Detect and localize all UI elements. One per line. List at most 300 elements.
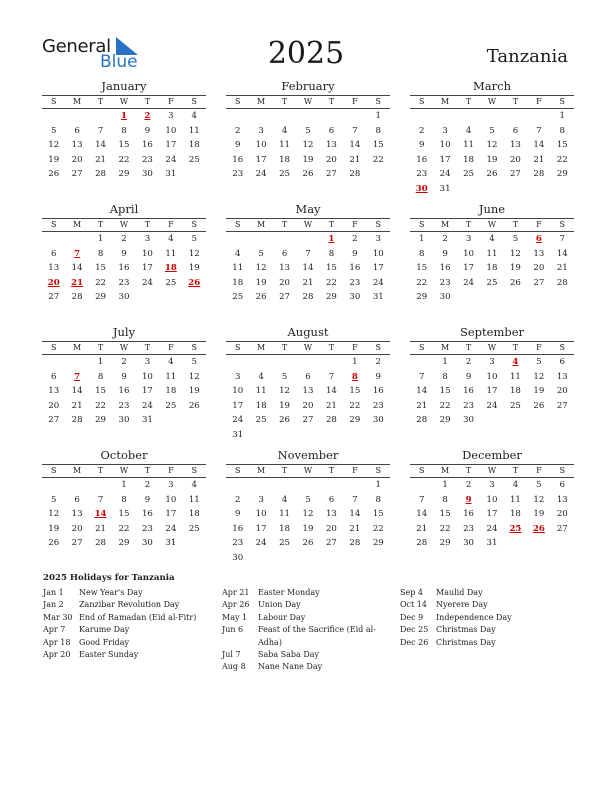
day-cell: 15 (372, 509, 384, 520)
weekday-label: S (234, 97, 241, 106)
calendar-year: 2025 (267, 36, 345, 71)
holiday-date: Jun 6 (222, 625, 244, 635)
day-cell: 13 (71, 140, 83, 151)
holiday-row (43, 624, 209, 636)
day-cell: 8 (97, 371, 104, 382)
month-july (42, 325, 206, 428)
weekday-label: M (73, 343, 82, 352)
day-cell: 31 (486, 538, 498, 549)
day-cell: 16 (463, 509, 475, 520)
month-february (226, 79, 390, 182)
day-cell: 21 (349, 154, 361, 165)
day-cell: 29 (439, 415, 451, 426)
day-cell: 21 (533, 154, 545, 165)
day-cell: 21 (556, 263, 568, 274)
day-cell: 21 (349, 523, 361, 534)
weekday-label: F (168, 466, 174, 475)
month-november (226, 448, 390, 566)
day-cell: 13 (556, 371, 568, 382)
weekday-label: F (352, 220, 358, 229)
day-cell: 27 (556, 523, 568, 534)
day-empty (273, 232, 296, 247)
month-september (410, 325, 574, 428)
weekday-label: T (328, 220, 335, 229)
day-cell: 24 (165, 154, 177, 165)
day-cell: 14 (349, 140, 361, 151)
holiday-row (43, 599, 209, 611)
weekday-label: T (328, 97, 335, 106)
day-cell: 19 (302, 154, 314, 165)
weekday-label: S (559, 220, 566, 229)
day-cell: 11 (509, 494, 521, 505)
holiday-name: Nyerere Day (436, 600, 488, 610)
holiday-date: Aug 8 (222, 662, 246, 672)
day-cell: 18 (509, 509, 521, 520)
month-title: June (478, 202, 506, 216)
day-cell: 4 (168, 357, 174, 367)
weekday-label: T (465, 97, 472, 106)
day-empty (410, 355, 433, 370)
day-cell: 17 (463, 263, 475, 274)
month-april (42, 202, 206, 305)
day-cell: 13 (556, 494, 568, 505)
day-cell: 30 (463, 538, 475, 549)
holiday-day-cell: 25 (509, 523, 522, 534)
day-cell: 9 (442, 248, 448, 259)
day-cell: 26 (48, 538, 60, 549)
day-cell: 25 (188, 154, 200, 165)
day-cell: 25 (279, 538, 291, 549)
day-cell: 25 (279, 169, 291, 180)
day-cell: 20 (556, 509, 568, 520)
day-cell: 1 (375, 111, 382, 121)
day-cell: 30 (463, 415, 475, 426)
day-cell: 6 (50, 248, 57, 259)
day-empty (320, 109, 343, 124)
day-cell: 7 (418, 371, 425, 382)
day-cell: 23 (416, 169, 428, 180)
day-cell: 29 (118, 538, 130, 549)
holiday-row (222, 599, 388, 611)
day-cell: 4 (191, 480, 198, 490)
day-cell: 24 (486, 523, 498, 534)
day-cell: 11 (165, 371, 177, 382)
holiday-day-cell: 4 (512, 357, 519, 367)
day-cell: 22 (372, 154, 384, 165)
weekday-header (410, 218, 574, 232)
day-cell: 6 (559, 480, 566, 490)
day-cell: 1 (97, 234, 104, 244)
weekday-header (42, 95, 206, 109)
day-cell: 14 (302, 263, 314, 274)
day-cell: 30 (118, 415, 130, 426)
day-cell: 8 (121, 125, 127, 136)
day-cell: 3 (442, 125, 448, 136)
holiday-name: Saba Saba Day (258, 650, 320, 660)
day-cell: 10 (486, 494, 498, 505)
holiday-name: Karume Day (79, 625, 130, 635)
month-title: October (100, 448, 148, 462)
day-cell: 19 (255, 277, 267, 288)
day-cell: 10 (141, 248, 153, 259)
day-cell: 20 (556, 386, 568, 397)
holiday-row (400, 599, 566, 611)
holiday-date: Apr 20 (43, 650, 71, 660)
weekday-label: W (119, 343, 129, 352)
day-empty (65, 355, 88, 370)
weekday-label: F (352, 97, 358, 106)
weekday-label: T (97, 97, 104, 106)
day-cell: 1 (418, 234, 425, 244)
holiday-date: Apr 7 (43, 625, 66, 635)
day-cell: 17 (255, 523, 267, 534)
weekday-label: F (536, 343, 542, 352)
day-cell: 30 (439, 292, 451, 303)
day-cell: 28 (533, 169, 545, 180)
weekday-label: M (441, 466, 450, 475)
weekday-header (226, 464, 390, 478)
day-cell: 7 (559, 234, 566, 244)
month-title: May (295, 202, 321, 216)
weekday-label: T (144, 220, 151, 229)
holiday-row (43, 649, 209, 661)
weekday-label: W (487, 343, 497, 352)
day-cell: 22 (556, 154, 568, 165)
day-cell: 24 (463, 277, 475, 288)
day-empty (296, 478, 319, 493)
day-empty (42, 355, 65, 370)
day-cell: 21 (416, 400, 428, 411)
day-cell: 14 (349, 509, 361, 520)
holiday-row (222, 649, 388, 661)
day-cell: 8 (375, 125, 382, 136)
day-cell: 6 (328, 494, 335, 505)
day-cell: 1 (442, 480, 448, 490)
weekday-label: M (441, 220, 450, 229)
holiday-day-cell: 9 (465, 494, 472, 505)
day-cell: 18 (188, 509, 200, 520)
day-cell: 4 (258, 371, 264, 382)
holiday-day-cell: 20 (47, 277, 60, 288)
day-cell: 28 (71, 292, 83, 303)
day-cell: 11 (279, 509, 291, 520)
weekday-label: M (257, 97, 266, 106)
day-cell: 7 (305, 248, 311, 259)
weekday-label: W (303, 97, 313, 106)
weekday-label: S (559, 343, 566, 352)
day-cell: 2 (121, 357, 127, 367)
day-empty (320, 478, 343, 493)
day-cell: 20 (71, 154, 83, 165)
day-cell: 11 (232, 263, 244, 274)
day-cell: 24 (232, 415, 244, 426)
weekday-label: T (97, 343, 104, 352)
weekday-label: T (328, 343, 335, 352)
weekday-label: W (303, 343, 313, 352)
weekday-label: T (281, 466, 288, 475)
holiday-list (43, 573, 583, 672)
day-cell: 18 (279, 523, 291, 534)
day-cell: 13 (48, 386, 60, 397)
day-cell: 30 (372, 415, 384, 426)
day-cell: 9 (234, 509, 241, 520)
day-cell: 15 (439, 386, 451, 397)
month-title: November (277, 448, 339, 462)
day-cell: 27 (48, 292, 60, 303)
day-cell: 24 (255, 169, 267, 180)
month-august (226, 325, 390, 443)
day-cell: 23 (372, 400, 384, 411)
day-cell: 13 (509, 140, 521, 151)
day-cell: 3 (258, 494, 264, 505)
day-cell: 30 (349, 292, 361, 303)
weekday-label: F (536, 97, 542, 106)
day-cell: 29 (416, 292, 428, 303)
day-empty (273, 478, 296, 493)
holiday-day-cell: 26 (532, 523, 545, 534)
weekday-label: M (73, 466, 82, 475)
day-cell: 9 (234, 140, 241, 151)
day-cell: 5 (281, 371, 288, 382)
day-cell: 20 (509, 154, 521, 165)
day-cell: 16 (141, 509, 153, 520)
day-cell: 11 (279, 140, 291, 151)
day-cell: 17 (165, 140, 177, 151)
day-cell: 10 (463, 248, 475, 259)
holiday-date: Dec 9 (400, 612, 424, 622)
day-cell: 22 (118, 154, 130, 165)
day-cell: 31 (141, 415, 153, 426)
day-cell: 15 (416, 263, 428, 274)
day-grid (226, 355, 390, 443)
day-cell: 17 (372, 263, 384, 274)
day-cell: 26 (302, 169, 314, 180)
day-cell: 5 (258, 248, 264, 259)
day-cell: 19 (279, 400, 291, 411)
holiday-name: New Year's Day (79, 588, 143, 597)
day-cell: 25 (486, 277, 498, 288)
day-cell: 19 (302, 523, 314, 534)
weekday-label: M (73, 97, 82, 106)
month-title: March (473, 79, 511, 93)
day-empty (249, 478, 272, 493)
holiday-date: Sep 4 (400, 588, 423, 597)
day-cell: 29 (556, 169, 568, 180)
holiday-row (400, 587, 566, 599)
day-cell: 15 (95, 263, 107, 274)
day-cell: 1 (97, 357, 104, 367)
day-cell: 6 (281, 248, 288, 259)
weekday-label: S (50, 466, 57, 475)
day-cell: 5 (489, 125, 495, 136)
day-cell: 26 (48, 169, 60, 180)
holiday-day-cell: 18 (164, 263, 177, 274)
holiday-name: Easter Sunday (79, 650, 139, 660)
day-cell: 16 (118, 386, 130, 397)
day-cell: 30 (232, 552, 244, 563)
holiday-name: Nane Nane Day (258, 662, 323, 672)
day-cell: 23 (349, 277, 361, 288)
weekday-label: W (303, 466, 313, 475)
holiday-name: Christmas Day (436, 625, 496, 635)
holiday-date: Apr 18 (43, 637, 71, 647)
day-cell: 17 (486, 386, 498, 397)
day-cell: 29 (118, 169, 130, 180)
day-grid (410, 109, 574, 197)
day-cell: 15 (95, 386, 107, 397)
day-cell: 11 (486, 248, 498, 259)
day-cell: 27 (48, 415, 60, 426)
day-cell: 1 (375, 480, 382, 490)
day-cell: 6 (559, 357, 566, 367)
holiday-day-cell: 7 (74, 371, 81, 382)
weekday-label: W (119, 220, 129, 229)
day-cell: 30 (141, 169, 153, 180)
day-cell: 22 (372, 523, 384, 534)
day-cell: 1 (559, 111, 566, 121)
month-january (42, 79, 206, 182)
holiday-date: Jan 2 (43, 600, 64, 610)
day-cell: 20 (71, 523, 83, 534)
day-cell: 29 (95, 415, 107, 426)
holiday-row (400, 612, 566, 624)
weekday-label: F (168, 220, 174, 229)
day-cell: 10 (255, 140, 267, 151)
month-title: July (112, 325, 136, 339)
month-october (42, 448, 206, 551)
day-cell: 18 (509, 386, 521, 397)
day-cell: 18 (463, 154, 475, 165)
day-cell: 15 (439, 509, 451, 520)
day-cell: 7 (97, 125, 104, 136)
day-cell: 13 (279, 263, 291, 274)
day-cell: 24 (141, 277, 153, 288)
day-cell: 17 (486, 509, 498, 520)
day-cell: 8 (442, 371, 448, 382)
day-cell: 6 (328, 125, 335, 136)
month-march (410, 79, 574, 197)
weekday-label: S (559, 466, 566, 475)
day-cell: 27 (325, 169, 337, 180)
weekday-label: S (234, 343, 241, 352)
day-cell: 7 (352, 494, 358, 505)
day-grid (42, 478, 206, 551)
day-cell: 27 (302, 415, 314, 426)
logo-text-blue: Blue (100, 52, 138, 72)
weekday-label: M (441, 97, 450, 106)
day-cell: 12 (486, 140, 498, 151)
day-cell: 12 (302, 509, 314, 520)
day-cell: 21 (95, 523, 107, 534)
day-cell: 21 (325, 400, 337, 411)
holiday-name: Good Friday (79, 637, 130, 647)
day-cell: 13 (533, 248, 545, 259)
month-title: January (101, 79, 147, 93)
day-empty (249, 232, 272, 247)
day-cell: 16 (463, 386, 475, 397)
day-cell: 31 (372, 292, 384, 303)
holiday-day-cell: 6 (535, 234, 542, 244)
weekday-label: W (119, 466, 129, 475)
day-cell: 16 (349, 263, 361, 274)
weekday-label: S (191, 220, 198, 229)
day-empty (226, 355, 249, 370)
weekday-label: T (144, 97, 151, 106)
day-cell: 5 (305, 494, 311, 505)
holiday-day-cell: 21 (71, 277, 84, 288)
day-cell: 3 (258, 125, 264, 136)
day-cell: 19 (509, 263, 521, 274)
holiday-row (222, 612, 388, 624)
day-cell: 21 (95, 154, 107, 165)
day-cell: 18 (232, 277, 244, 288)
month-title: August (287, 325, 329, 339)
holiday-date: Apr 26 (222, 600, 250, 610)
weekday-label: S (559, 97, 566, 106)
day-cell: 31 (165, 169, 177, 180)
weekday-header (226, 341, 390, 355)
day-cell: 24 (165, 523, 177, 534)
day-cell: 12 (533, 494, 545, 505)
day-cell: 26 (302, 538, 314, 549)
day-cell: 6 (74, 125, 80, 136)
day-cell: 31 (232, 429, 244, 440)
holiday-name: Christmas Day (436, 637, 496, 647)
day-cell: 16 (416, 154, 428, 165)
day-cell: 3 (234, 371, 241, 382)
day-cell: 24 (372, 277, 384, 288)
holiday-day-cell: 1 (121, 111, 127, 121)
day-cell: 27 (325, 538, 337, 549)
day-cell: 11 (463, 140, 475, 151)
day-empty (410, 478, 433, 493)
day-cell: 9 (375, 371, 382, 382)
holiday-date: Jul 7 (222, 650, 241, 660)
weekday-label: T (281, 220, 288, 229)
holiday-name: Feast of the Sacrifice (Eid al-Adha) (258, 625, 376, 647)
weekday-label: S (50, 220, 57, 229)
weekday-header (42, 341, 206, 355)
day-cell: 1 (442, 357, 448, 367)
day-empty (89, 109, 112, 124)
day-cell: 5 (191, 234, 198, 244)
month-may (226, 202, 390, 305)
day-cell: 3 (168, 111, 174, 121)
day-cell: 19 (533, 509, 545, 520)
day-cell: 19 (533, 386, 545, 397)
day-cell: 31 (165, 538, 177, 549)
day-cell: 4 (489, 234, 495, 244)
weekday-label: M (257, 220, 266, 229)
day-cell: 20 (325, 523, 337, 534)
day-cell: 29 (349, 415, 361, 426)
day-cell: 4 (281, 125, 288, 136)
day-cell: 5 (50, 494, 57, 505)
day-empty (273, 109, 296, 124)
weekday-label: S (418, 220, 425, 229)
weekday-header (226, 95, 390, 109)
day-empty (296, 232, 319, 247)
holiday-row (400, 624, 566, 636)
holiday-date: Oct 14 (400, 600, 427, 610)
day-cell: 23 (141, 154, 153, 165)
day-cell: 13 (71, 509, 83, 520)
day-grid (226, 232, 390, 305)
day-cell: 14 (71, 263, 83, 274)
day-cell: 28 (416, 415, 428, 426)
day-cell: 24 (255, 538, 267, 549)
day-cell: 9 (144, 125, 151, 136)
